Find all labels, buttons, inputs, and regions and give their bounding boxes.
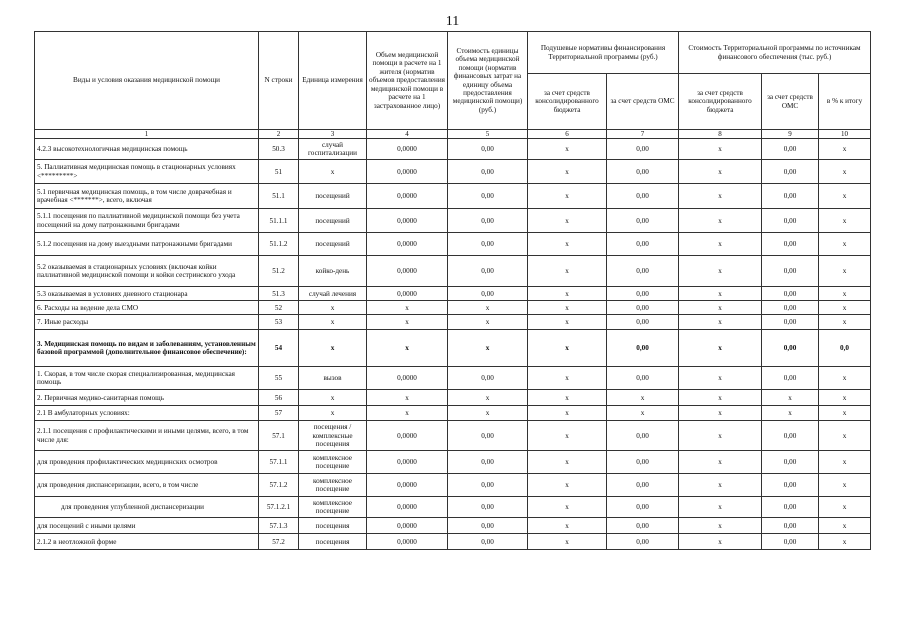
page-number: 11: [445, 14, 460, 29]
row-pc-budget: x: [528, 367, 607, 390]
column-number: 3: [299, 130, 367, 139]
row-name: 2.1.1 посещения с профилактическими и иными целями, всего, в том числе для:: [35, 421, 259, 451]
row-unit-cost: 0,00: [448, 209, 528, 233]
table-row: [35, 184, 871, 209]
row-cost-oms: 0,00: [762, 287, 819, 301]
row-volume: 0,0000: [367, 256, 448, 287]
header-cost-oms: за счет средств ОМС: [762, 74, 819, 130]
row-pc-budget: x: [528, 421, 607, 451]
row-cost-budget: x: [679, 518, 762, 534]
row-unit-cost: 0,00: [448, 451, 528, 474]
row-number: 57.1.2.1: [259, 497, 299, 518]
row-cost-percent: x: [819, 160, 871, 184]
row-pc-oms: x: [607, 390, 679, 406]
row-cost-budget: x: [679, 160, 762, 184]
row-unit: посещений: [299, 184, 367, 209]
column-number: 6: [528, 130, 607, 139]
row-number: 57.1: [259, 421, 299, 451]
header-program-cost-group: Стоимость Территориальной программы по источникам финансового обеспечения (тыс. руб.): [679, 32, 871, 74]
row-name: 5. Паллиативная медицинская помощь в стационарных условиях <*********>: [35, 160, 259, 184]
row-pc-oms: 0,00: [607, 421, 679, 451]
row-cost-budget: x: [679, 451, 762, 474]
row-name: 2.1 В амбулаторных условиях:: [35, 406, 259, 421]
row-name: 5.1 первичная медицинская помощь, в том числе доврачебная и врачебная <*******>, всего, включая: [35, 184, 259, 209]
row-volume: 0,0000: [367, 160, 448, 184]
table-row: [35, 451, 871, 474]
row-unit: комплексное посещение: [299, 451, 367, 474]
row-number: 57: [259, 406, 299, 421]
row-name: 7. Иные расходы: [35, 315, 259, 330]
row-pc-budget: x: [528, 301, 607, 315]
row-number: 53: [259, 315, 299, 330]
row-cost-oms: 0,00: [762, 518, 819, 534]
row-name: 3. Медицинская помощь по видам и заболеваниям, установленным базовой программой (дополнительное финансовое обеспечение):: [35, 330, 259, 367]
row-pc-oms: 0,00: [607, 330, 679, 367]
table-row: [35, 209, 871, 233]
row-pc-budget: x: [528, 390, 607, 406]
row-pc-oms: 0,00: [607, 315, 679, 330]
row-pc-budget: x: [528, 330, 607, 367]
row-volume: 0,0000: [367, 287, 448, 301]
row-cost-budget: x: [679, 315, 762, 330]
row-cost-oms: 0,00: [762, 330, 819, 367]
row-cost-budget: x: [679, 497, 762, 518]
row-cost-oms: 0,00: [762, 421, 819, 451]
row-cost-oms: 0,00: [762, 139, 819, 160]
row-volume: 0,0000: [367, 233, 448, 256]
row-cost-percent: x: [819, 184, 871, 209]
row-unit-cost: x: [448, 390, 528, 406]
row-name: для посещений с иными целями: [35, 518, 259, 534]
row-pc-oms: 0,00: [607, 209, 679, 233]
row-pc-oms: 0,00: [607, 451, 679, 474]
row-pc-oms: x: [607, 406, 679, 421]
row-cost-oms: 0,00: [762, 497, 819, 518]
row-unit: x: [299, 315, 367, 330]
row-pc-budget: x: [528, 160, 607, 184]
row-unit: случай лечения: [299, 287, 367, 301]
row-cost-budget: x: [679, 390, 762, 406]
row-unit: случай госпитализации: [299, 139, 367, 160]
row-name: 4.2.3 высокотехнологичная медицинская помощь: [35, 139, 259, 160]
row-pc-oms: 0,00: [607, 139, 679, 160]
row-cost-oms: 0,00: [762, 256, 819, 287]
row-cost-budget: x: [679, 330, 762, 367]
row-pc-oms: 0,00: [607, 160, 679, 184]
row-unit: x: [299, 301, 367, 315]
table-row: [35, 497, 871, 518]
row-name: 2.1.2 в неотложной форме: [35, 534, 259, 550]
row-cost-percent: x: [819, 390, 871, 406]
row-number: 50.3: [259, 139, 299, 160]
row-unit: посещения: [299, 518, 367, 534]
table-row: [35, 233, 871, 256]
table-row: [35, 139, 871, 160]
row-pc-budget: x: [528, 209, 607, 233]
row-cost-percent: x: [819, 256, 871, 287]
row-unit-cost: 0,00: [448, 139, 528, 160]
row-cost-percent: x: [819, 534, 871, 550]
row-unit-cost: 0,00: [448, 497, 528, 518]
row-volume: x: [367, 315, 448, 330]
row-volume: x: [367, 390, 448, 406]
row-name: 5.1.2 посещения на дому выездными патронажными бригадами: [35, 233, 259, 256]
row-volume: 0,0000: [367, 209, 448, 233]
row-cost-percent: 0,0: [819, 330, 871, 367]
row-unit: x: [299, 330, 367, 367]
row-cost-oms: 0,00: [762, 534, 819, 550]
row-pc-oms: 0,00: [607, 474, 679, 497]
row-name: 5.2 оказываемая в стационарных условиях (включая койки паллиативной медицинской помощи и койки сестринского ухода: [35, 256, 259, 287]
column-number: 2: [259, 130, 299, 139]
row-unit: койко-день: [299, 256, 367, 287]
row-pc-oms: 0,00: [607, 184, 679, 209]
row-pc-budget: x: [528, 233, 607, 256]
row-unit-cost: 0,00: [448, 256, 528, 287]
row-unit: x: [299, 160, 367, 184]
row-cost-budget: x: [679, 534, 762, 550]
table-row: [35, 534, 871, 550]
row-cost-percent: x: [819, 315, 871, 330]
row-volume: x: [367, 301, 448, 315]
header-unit-cost: Стоимость единицы объема медицинской помощи (норматив финансовых затрат на единицу объема предоставления медицинской помощи) (руб.): [448, 32, 528, 130]
row-volume: 0,0000: [367, 367, 448, 390]
row-cost-oms: 0,00: [762, 315, 819, 330]
row-unit: посещений: [299, 233, 367, 256]
row-pc-oms: 0,00: [607, 497, 679, 518]
row-pc-budget: x: [528, 406, 607, 421]
column-number: 5: [448, 130, 528, 139]
row-cost-percent: x: [819, 209, 871, 233]
column-number: 8: [679, 130, 762, 139]
column-number: 7: [607, 130, 679, 139]
row-pc-budget: x: [528, 474, 607, 497]
table-row: [35, 301, 871, 315]
row-number: 52: [259, 301, 299, 315]
column-number: 9: [762, 130, 819, 139]
financing-table: [34, 31, 871, 550]
row-number: 56: [259, 390, 299, 406]
table-row: [35, 390, 871, 406]
row-cost-percent: x: [819, 406, 871, 421]
row-number: 51.2: [259, 256, 299, 287]
row-cost-budget: x: [679, 406, 762, 421]
row-name: 2. Первичная медико-санитарная помощь: [35, 390, 259, 406]
row-cost-budget: x: [679, 474, 762, 497]
row-unit: посещения: [299, 534, 367, 550]
row-unit: x: [299, 406, 367, 421]
row-cost-percent: x: [819, 301, 871, 315]
row-pc-budget: x: [528, 315, 607, 330]
table-row: [35, 160, 871, 184]
row-cost-budget: x: [679, 421, 762, 451]
row-pc-budget: x: [528, 534, 607, 550]
row-pc-oms: 0,00: [607, 534, 679, 550]
table-row: [35, 406, 871, 421]
row-cost-oms: x: [762, 406, 819, 421]
row-unit-cost: x: [448, 330, 528, 367]
row-cost-budget: x: [679, 209, 762, 233]
row-unit: посещений: [299, 209, 367, 233]
row-cost-percent: x: [819, 233, 871, 256]
row-cost-oms: 0,00: [762, 209, 819, 233]
row-cost-percent: x: [819, 421, 871, 451]
row-unit-cost: 0,00: [448, 233, 528, 256]
row-unit-cost: 0,00: [448, 287, 528, 301]
row-pc-oms: 0,00: [607, 518, 679, 534]
row-unit-cost: x: [448, 301, 528, 315]
header-per-capita-group: Подушевые нормативы финансирования Территориальной программы (руб.): [528, 32, 679, 74]
row-pc-budget: x: [528, 451, 607, 474]
row-number: 51.1: [259, 184, 299, 209]
header-row-number: N строки: [259, 32, 299, 130]
header-cost-percent: в % к итогу: [819, 74, 871, 130]
row-volume: 0,0000: [367, 534, 448, 550]
table-row: [35, 367, 871, 390]
row-cost-budget: x: [679, 256, 762, 287]
row-cost-budget: x: [679, 301, 762, 315]
row-cost-budget: x: [679, 287, 762, 301]
header-kind: Виды и условия оказания медицинской помощи: [35, 32, 259, 130]
row-unit-cost: x: [448, 315, 528, 330]
table-row: [35, 421, 871, 451]
row-unit: вызов: [299, 367, 367, 390]
row-name: 5.3 оказываемая в условиях дневного стационара: [35, 287, 259, 301]
row-volume: 0,0000: [367, 139, 448, 160]
row-name: для проведения диспансеризации, всего, в том числе: [35, 474, 259, 497]
row-unit: комплексное посещение: [299, 497, 367, 518]
column-number-row: [35, 130, 871, 139]
row-cost-budget: x: [679, 233, 762, 256]
header-volume: Объем медицинской помощи в расчете на 1 жителя (норматив объемов предоставления медицинской помощи в расчете на 1 застрахованное лицо): [367, 32, 448, 130]
table-row: [35, 518, 871, 534]
row-unit: посещения / комплексные посещения: [299, 421, 367, 451]
row-pc-oms: 0,00: [607, 287, 679, 301]
column-number: 4: [367, 130, 448, 139]
header-cost-budget: за счет средств консолидированного бюджета: [679, 74, 762, 130]
row-cost-percent: x: [819, 497, 871, 518]
row-cost-oms: 0,00: [762, 367, 819, 390]
row-pc-oms: 0,00: [607, 367, 679, 390]
header-per-capita-budget: за счет средств консолидированного бюджета: [528, 74, 607, 130]
row-pc-oms: 0,00: [607, 256, 679, 287]
row-volume: x: [367, 330, 448, 367]
row-pc-budget: x: [528, 184, 607, 209]
row-pc-budget: x: [528, 518, 607, 534]
row-volume: 0,0000: [367, 497, 448, 518]
row-number: 55: [259, 367, 299, 390]
row-volume: 0,0000: [367, 451, 448, 474]
row-unit-cost: 0,00: [448, 367, 528, 390]
row-cost-oms: 0,00: [762, 474, 819, 497]
row-volume: 0,0000: [367, 474, 448, 497]
row-unit-cost: 0,00: [448, 184, 528, 209]
row-number: 57.1.1: [259, 451, 299, 474]
row-pc-budget: x: [528, 497, 607, 518]
row-volume: 0,0000: [367, 518, 448, 534]
table-row: [35, 330, 871, 367]
row-pc-budget: x: [528, 139, 607, 160]
row-cost-budget: x: [679, 184, 762, 209]
table-row: [35, 315, 871, 330]
row-unit-cost: x: [448, 406, 528, 421]
row-cost-budget: x: [679, 139, 762, 160]
row-unit-cost: 0,00: [448, 518, 528, 534]
row-volume: 0,0000: [367, 421, 448, 451]
row-name: для проведения профилактических медицинских осмотров: [35, 451, 259, 474]
row-pc-oms: 0,00: [607, 301, 679, 315]
row-pc-budget: x: [528, 256, 607, 287]
row-unit-cost: 0,00: [448, 534, 528, 550]
row-cost-oms: 0,00: [762, 451, 819, 474]
row-cost-oms: 0,00: [762, 301, 819, 315]
row-cost-percent: x: [819, 474, 871, 497]
row-unit: комплексное посещение: [299, 474, 367, 497]
row-cost-oms: 0,00: [762, 160, 819, 184]
row-cost-percent: x: [819, 451, 871, 474]
row-cost-percent: x: [819, 139, 871, 160]
row-pc-oms: 0,00: [607, 233, 679, 256]
row-unit-cost: 0,00: [448, 160, 528, 184]
table-row: [35, 256, 871, 287]
row-pc-budget: x: [528, 287, 607, 301]
row-cost-oms: x: [762, 390, 819, 406]
column-number: 10: [819, 130, 871, 139]
row-name: 6. Расходы на ведение дела СМО: [35, 301, 259, 315]
header-per-capita-oms: за счет средств ОМС: [607, 74, 679, 130]
row-cost-oms: 0,00: [762, 184, 819, 209]
row-number: 51.1.1: [259, 209, 299, 233]
row-name: 1. Скорая, в том числе скорая специализированная, медицинская помощь: [35, 367, 259, 390]
row-volume: x: [367, 406, 448, 421]
row-number: 57.1.3: [259, 518, 299, 534]
row-unit-cost: 0,00: [448, 474, 528, 497]
row-unit-cost: 0,00: [448, 421, 528, 451]
header-unit: Единица измерения: [299, 32, 367, 130]
row-volume: 0,0000: [367, 184, 448, 209]
row-cost-budget: x: [679, 367, 762, 390]
row-name: для проведения углубленной диспансеризации: [35, 497, 259, 518]
row-unit: x: [299, 390, 367, 406]
table-row: [35, 287, 871, 301]
table-row: [35, 474, 871, 497]
row-number: 54: [259, 330, 299, 367]
row-cost-percent: x: [819, 367, 871, 390]
row-number: 51.1.2: [259, 233, 299, 256]
row-number: 57.2: [259, 534, 299, 550]
row-cost-oms: 0,00: [762, 233, 819, 256]
row-number: 51: [259, 160, 299, 184]
column-number: 1: [35, 130, 259, 139]
row-name: 5.1.1 посещения по паллиативной медицинской помощи без учета посещений на дому патронажными бригадами: [35, 209, 259, 233]
row-number: 51.3: [259, 287, 299, 301]
row-number: 57.1.2: [259, 474, 299, 497]
row-cost-percent: x: [819, 518, 871, 534]
row-cost-percent: x: [819, 287, 871, 301]
